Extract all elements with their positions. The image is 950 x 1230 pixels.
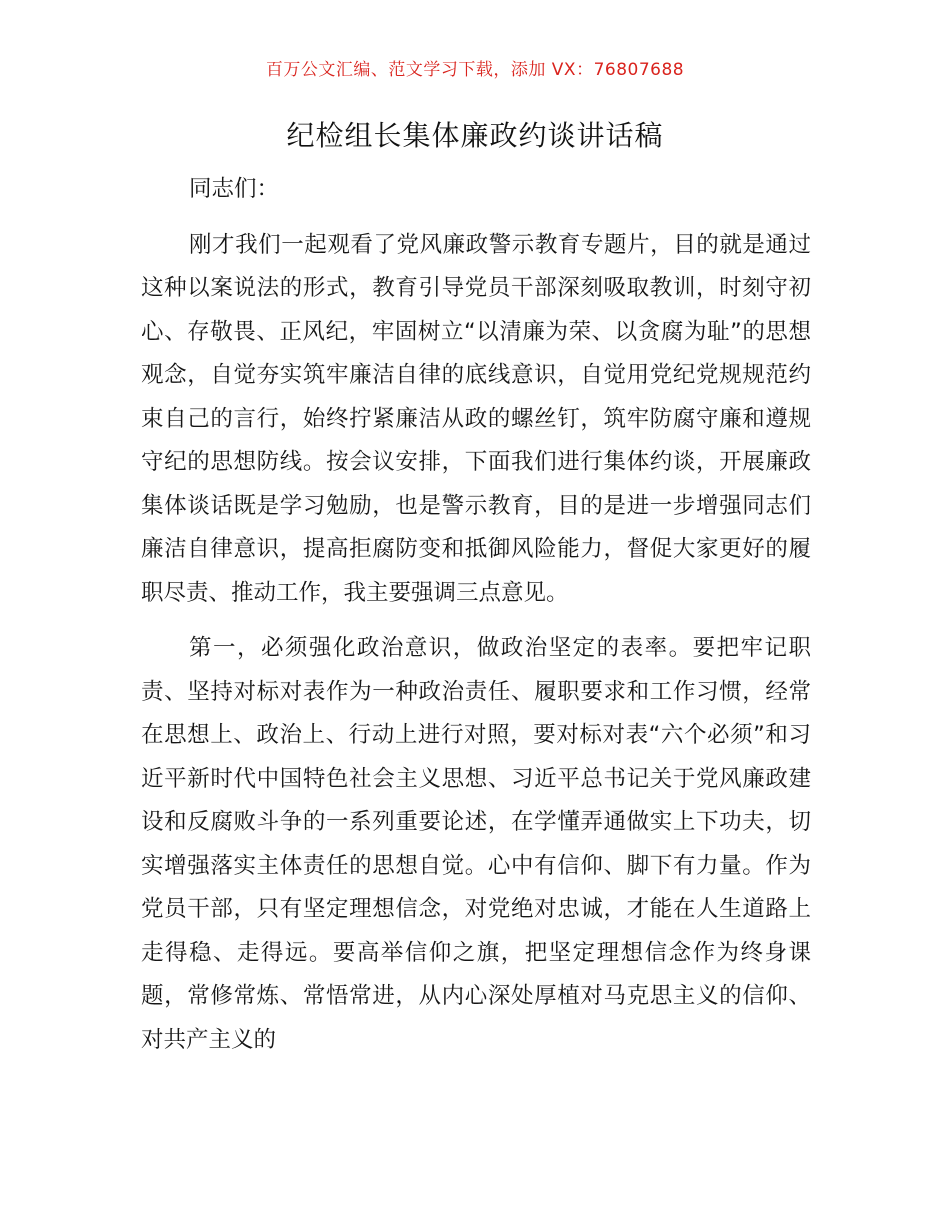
salutation: 同志们： bbox=[189, 176, 280, 202]
paragraph-intro: 刚才我们一起观看了党风廉政警示教育专题片，目的就是通过这种以案说法的形式，教育引导党员干部深刻吸取教训，时刻守初心、存敬畏、正风纪，牢固树立“以清廉为荣、以贪腐为耻”的思想观念，自觉夯实筑牢廉洁自律的底线意识，自觉用党纪党规规范约束自己的言行，始终拧紧廉洁从政的螺丝钉，筑牢防腐守廉和遵规守纪的思想防线。按会议安排，下面我们进行集体约谈，开展廉政集体谈话既是学习勉励，也是警示教育，目的是进一步增强同志们廉洁自律意识，提高拒腐防变和抵御风险能力，督促大家更好的履职尽责、推动工作，我主要强调三点意见。 bbox=[141, 231, 811, 606]
document-body bbox=[141, 168, 811, 1062]
paragraph-first-point: 第一，必须强化政治意识，做政治坚定的表率。要把牢记职责、坚持对标对表作为一种政治责任、履职要求和工作习惯，经常在思想上、政治上、行动上进行对照，要对标对表“六个必须”和习近平新时代中国特色社会主义思想、习近平总书记关于党风廉政建设和反腐败斗争的一系列重要论述，在学懂弄通做实上下功夫，切实增强落实主体责任的思想自觉。心中有信仰、脚下有力量。作为党员干部，只有坚定理想信念，对党绝对忠诚，才能在人生道路上走得稳、走得远。要高举信仰之旗，把坚定理想信念作为终身课题，常修常炼、常悟常进，从内心深处厚植对马克思主义的信仰、对共产主义的 bbox=[141, 635, 811, 1053]
header-banner: 百万公文汇编、范文学习下载，添加 VX：76807688 bbox=[265, 60, 685, 80]
page-title: 纪检组长集体廉政约谈讲话稿 bbox=[286, 119, 664, 152]
